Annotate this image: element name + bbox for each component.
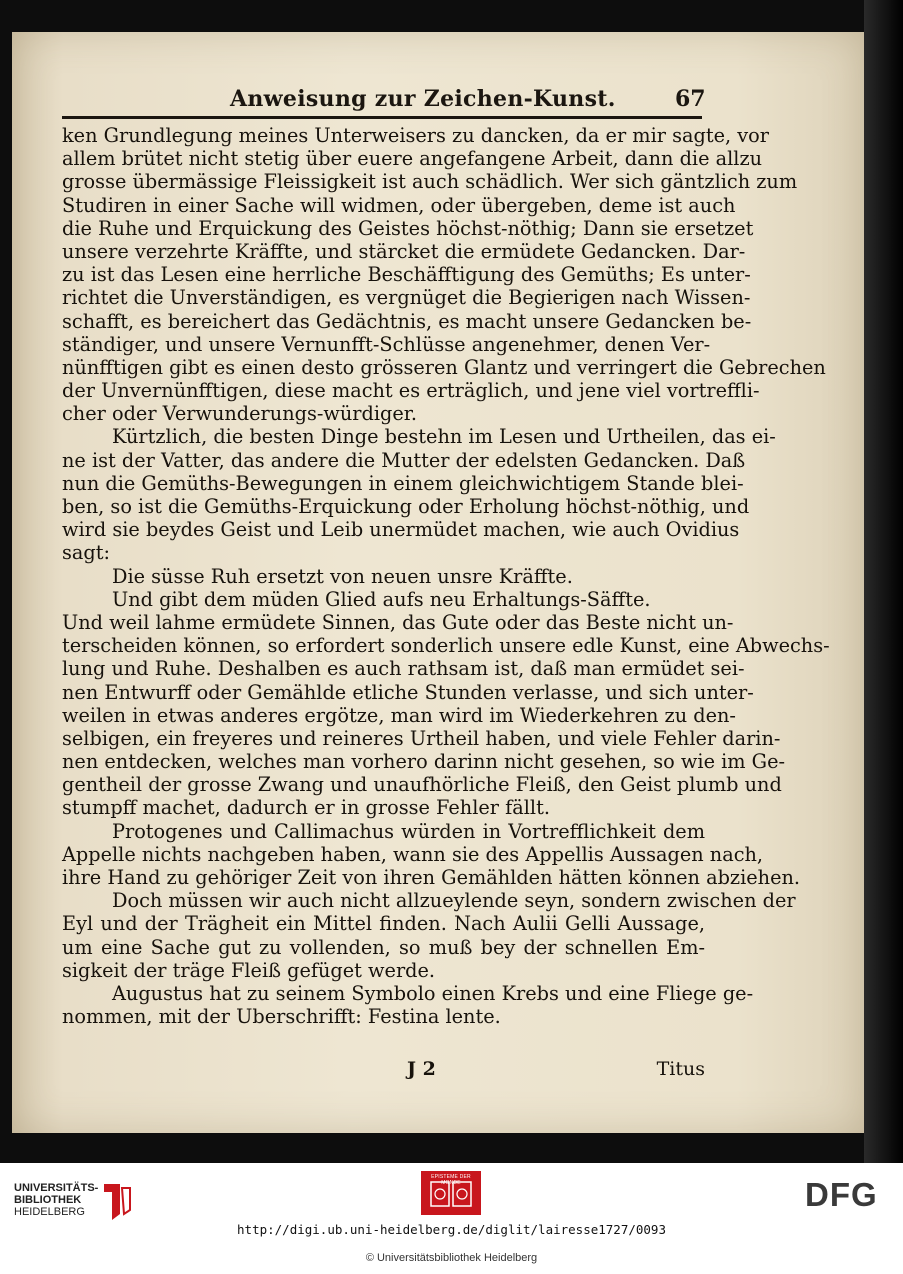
dfg-logo[interactable]: DFG	[805, 1176, 878, 1213]
scan-edge-strip	[864, 0, 903, 1163]
permalink-url[interactable]: http://digi.ub.uni-heidelberg.de/diglit/lairesse1727/0093	[237, 1222, 666, 1237]
text-line: Appelle nichts nachgeben haben, wann sie des Appellis Aussagen nach,	[62, 842, 764, 866]
text-line: unsere verzehrte Kräffte, und stärcket die ermüdete Gedancken. Dar-	[62, 239, 746, 263]
text-line: Doch müssen wir auch nicht allzueylende seyn, sondern zwischen der	[112, 889, 796, 913]
ub-mark-icon	[100, 1180, 132, 1220]
body-text	[62, 124, 830, 1029]
episteme-logo[interactable]	[421, 1171, 481, 1215]
episteme-emblem-icon	[421, 1171, 481, 1215]
header-title: Anweisung zur Zeichen-Kunst.	[230, 86, 616, 112]
text-line: cher oder Verwunderungs-würdiger.	[62, 402, 417, 426]
text-line: der Unvernünfftigen, diese macht es erträglich, und jene viel vortreffli-	[62, 379, 760, 403]
catchword: Titus	[656, 1058, 705, 1080]
header-rule	[62, 116, 702, 119]
text-line: Und weil lahme ermüdete Sinnen, das Gute oder das Beste nicht un-	[62, 610, 734, 634]
text-line: stumpff machet, dadurch er in grosse Fehler fällt.	[62, 796, 550, 820]
text-line: schafft, es bereichert das Gedächtnis, es macht unsere Gedancken be-	[62, 309, 752, 333]
text-line: die Ruhe und Erquickung des Geistes höchst-nöthig; Dann sie ersetzet	[62, 216, 754, 240]
text-line: selbigen, ein freyeres und reineres Urtheil haben, und viele Fehler darin-	[62, 726, 781, 750]
text-line: wird sie beydes Geist und Leib unermüdet machen, wie auch Ovidius	[62, 518, 740, 542]
text-line: nun die Gemüths-Bewegungen in einem gleichwichtigem Stande blei-	[62, 471, 744, 495]
signature-mark: J 2	[407, 1058, 436, 1080]
episteme-label: EPISTEME DER MONDE	[431, 1174, 471, 1186]
text-line: Protogenes und Callimachus würden in Vortrefflichkeit dem	[112, 819, 705, 843]
page-footer	[62, 1058, 705, 1082]
text-line: ständiger, und unsere Vernunfft-Schlüsse angenehmer, denen Ver-	[62, 332, 711, 356]
text-line: richtet die Unverständigen, es vergnüget die Begierigen nach Wissen-	[62, 286, 751, 310]
text-line: allem brütet nicht stetig über euere angefangene Arbeit, dann die allzu	[62, 147, 763, 171]
text-line: nünfftigen gibt es einen desto grösseren Glantz und verringert die Gebrechen	[62, 355, 826, 379]
text-line: nommen, mit der Uberschrifft: Festina lente.	[62, 1005, 501, 1029]
verse-line: Die süsse Ruh ersetzt von neuen unsre Kräffte.	[112, 564, 573, 588]
ub-line-2: BIBLIOTHEK	[14, 1194, 82, 1206]
text-line: weilen in etwas anderes ergötze, man wird im Wiederkehren zu den-	[62, 703, 736, 727]
page-number: 67	[675, 86, 706, 112]
text-line: Augustus hat zu seinem Symbolo einen Krebs und eine Fliege ge-	[112, 981, 754, 1005]
ub-logo-text	[14, 1182, 98, 1218]
verse-line: Und gibt dem müden Glied aufs neu Erhaltungs-Säffte.	[112, 587, 651, 611]
ub-line-3: HEIDELBERG	[14, 1206, 85, 1218]
text-line: grosse übermässige Fleissigkeit ist auch schädlich. Wer sich gäntzlich zum	[62, 170, 798, 194]
text-line: um eine Sache gut zu vollenden, so muß bey der schnellen Em-	[62, 935, 705, 959]
text-line: Kürtzlich, die besten Dinge bestehn im Lesen und Urtheilen, das ei-	[112, 425, 776, 449]
text-line: lung und Ruhe. Deshalben es auch rathsam ist, daß man ermüdet sei-	[62, 657, 745, 681]
text-line: nen entdecken, welches man vorhero darinn nicht gesehen, so wie im Ge-	[62, 750, 786, 774]
text-line: Eyl und der Trägheit ein Mittel finden. Nach Aulii Gelli Aussage,	[62, 912, 705, 936]
text-line: gentheil der grosse Zwang und unaufhörliche Fleiß, den Geist plumb und	[62, 773, 782, 797]
text-line: ken Grundlegung meines Unterweisers zu dancken, da er mir sagte, vor	[62, 124, 769, 147]
text-line: ben, so ist die Gemüths-Erquickung oder Erholung höchst-nöthig, und	[62, 495, 750, 518]
text-line: sigkeit der träge Fleiß gefüget werde.	[62, 958, 436, 982]
copyright-notice: © Universitätsbibliothek Heidelberg	[365, 1252, 538, 1264]
text-line: sagt:	[62, 541, 110, 565]
text-line: nen Entwurff oder Gemählde etliche Stunden verlasse, und sich unter-	[62, 680, 754, 704]
text-line: Studiren in einer Sache will widmen, oder übergeben, deme ist auch	[62, 193, 736, 217]
running-header	[55, 80, 715, 120]
ub-line-1: UNIVERSITÄTS-	[14, 1182, 99, 1194]
text-line: terscheiden können, so erfordert sonderlich unsere edle Kunst, eine Abwechs-	[62, 634, 830, 658]
text-line: ihre Hand zu gehöriger Zeit von ihren Gemählden hätten können abziehen.	[62, 866, 801, 889]
ub-heidelberg-logo[interactable]	[14, 1180, 134, 1220]
text-line: ne ist der Vatter, das andere die Mutter der edelsten Gedancken. Daß	[62, 448, 746, 472]
text-line: zu ist das Lesen eine herrliche Beschäfftigung des Gemüths; Es unter-	[62, 263, 751, 287]
